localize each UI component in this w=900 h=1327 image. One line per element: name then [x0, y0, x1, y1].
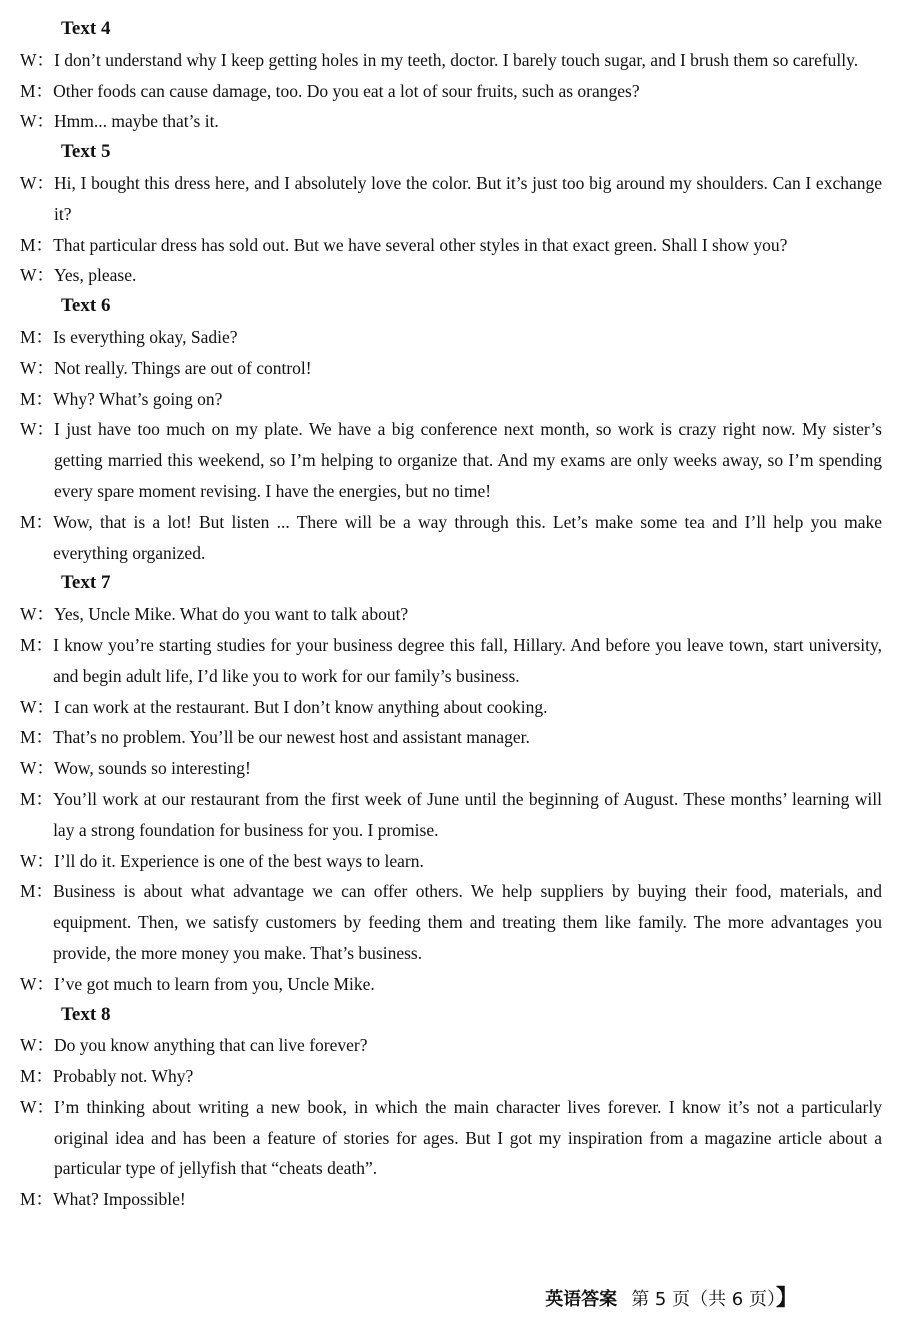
dialogue-line	[20, 76, 882, 107]
utterance-text: That’s no problem. You’ll be our newest host and assistant manager.	[53, 727, 530, 748]
speaker-label: W：	[20, 696, 55, 717]
dialogue-line	[20, 322, 882, 353]
speaker-label: W：	[20, 357, 55, 378]
speaker-label: M：	[20, 1066, 54, 1087]
speaker-label: M：	[20, 388, 54, 409]
speaker-label: M：	[20, 881, 54, 902]
utterance-text: I know you’re starting studies for your business degree this fall, Hillary. And before you leave town, start university, and begin adult life, I’d like you to work for our family’s business.	[53, 634, 882, 686]
utterance-text: I just have too much on my plate. We have a big conference next month, so work is crazy right now. My sister’s getting married this weekend, so I’m helping to organize that. And my exams are only weeks away, so I’m spending every spare moment revising. I have the energies, but no time!	[54, 419, 882, 501]
dialogue-line	[20, 784, 882, 846]
utterance-text: I’ve got much to learn from you, Uncle Mike.	[54, 973, 375, 994]
dialogue-line	[20, 106, 882, 137]
dialogue-line	[20, 414, 882, 506]
dialogue-line	[20, 353, 882, 384]
dialogue-line	[20, 230, 882, 261]
dialogue-line	[20, 1030, 882, 1061]
utterance-text: Is everything okay, Sadie?	[53, 326, 238, 347]
dialogue-line	[20, 722, 882, 753]
utterance-text: That particular dress has sold out. But we have several other styles in that exact green. Shall I show you?	[53, 234, 788, 255]
dialogue-line	[20, 599, 882, 630]
footer-subject: 英语答案	[545, 1289, 618, 1310]
dialogue-line	[20, 1092, 882, 1184]
footer-bracket: 】	[775, 1286, 798, 1311]
speaker-label: M：	[20, 1189, 54, 1210]
speaker-label: W：	[20, 111, 55, 132]
utterance-text: I’m thinking about writing a new book, in which the main character lives forever. I know it’s not a particularly original idea and has been a feature of stories for ages. But I got my inspiration from a magazine article about a particular type of jellyfish that “cheats death”.	[54, 1096, 882, 1179]
footer-page-info: 第 5 页（共 6 页）	[631, 1289, 776, 1310]
dialogue-line	[20, 846, 882, 877]
speaker-label: W：	[20, 604, 55, 625]
utterance-text: I don’t understand why I keep getting holes in my teeth, doctor. I barely touch sugar, and I brush them so carefully.	[54, 49, 859, 70]
section-heading: Text 7	[61, 572, 111, 594]
utterance-text: Why? What’s going on?	[53, 388, 223, 409]
utterance-text: Wow, that is a lot! But listen ... There will be a way through this. Let’s make some tea and I’ll help you make everything organized.	[53, 511, 882, 563]
dialogue-line	[20, 507, 882, 569]
speaker-label: M：	[20, 727, 54, 748]
speaker-label: M：	[20, 326, 54, 347]
utterance-text: Yes, Uncle Mike. What do you want to talk about?	[54, 604, 409, 625]
dialogue-line	[20, 969, 882, 1000]
utterance-text: What? Impossible!	[53, 1189, 186, 1210]
section-heading: Text 5	[61, 141, 111, 163]
speaker-label: W：	[20, 49, 55, 70]
utterance-text: Do you know anything that can live forever?	[54, 1035, 368, 1056]
speaker-label: W：	[20, 1035, 55, 1056]
speaker-label: W：	[20, 265, 55, 286]
speaker-label: W：	[20, 1096, 55, 1117]
section-heading: Text 4	[61, 18, 111, 39]
utterance-text: Yes, please.	[54, 265, 137, 286]
utterance-text: Other foods can cause damage, too. Do you eat a lot of sour fruits, such as oranges?	[53, 80, 640, 101]
speaker-label: M：	[20, 234, 54, 255]
speaker-label: W：	[20, 419, 55, 440]
transcript-body	[20, 14, 882, 1215]
speaker-label: W：	[20, 172, 55, 193]
page-footer	[545, 1286, 798, 1313]
utterance-text: Business is about what advantage we can offer others. We help suppliers by buying their food, materials, and equipment. Then, we satisfy customers by feeding them and treating them like family. The more advantages you provide, the more money you make. That’s business.	[53, 881, 882, 963]
speaker-label: M：	[20, 511, 54, 532]
utterance-text: Not really. Things are out of control!	[54, 357, 312, 378]
speaker-label: M：	[20, 788, 54, 809]
speaker-label: W：	[20, 973, 55, 994]
utterance-text: Hi, I bought this dress here, and I absolutely love the color. But it’s just too big around my shoulders. Can I exchange it?	[54, 172, 882, 224]
dialogue-line	[20, 1061, 882, 1092]
utterance-text: I’ll do it. Experience is one of the best ways to learn.	[54, 850, 424, 871]
dialogue-line	[20, 45, 882, 76]
dialogue-line	[20, 168, 882, 230]
dialogue-line	[20, 1184, 882, 1215]
speaker-label: W：	[20, 850, 55, 871]
dialogue-line	[20, 384, 882, 415]
utterance-text: Probably not. Why?	[53, 1066, 194, 1087]
speaker-label: W：	[20, 758, 55, 779]
dialogue-line	[20, 753, 882, 784]
dialogue-line	[20, 260, 882, 291]
speaker-label: M：	[20, 634, 54, 655]
speaker-label: M：	[20, 80, 54, 101]
dialogue-line	[20, 630, 882, 692]
utterance-text: I can work at the restaurant. But I don’t know anything about cooking.	[54, 696, 548, 717]
dialogue-line	[20, 876, 882, 968]
utterance-text: Hmm... maybe that’s it.	[54, 111, 219, 132]
utterance-text: Wow, sounds so interesting!	[54, 758, 251, 779]
dialogue-line	[20, 692, 882, 723]
utterance-text: You’ll work at our restaurant from the first week of June until the beginning of August. These months’ learning will lay a strong foundation for business for you. I promise.	[53, 788, 882, 840]
section-heading: Text 6	[61, 295, 111, 317]
section-heading: Text 8	[61, 1003, 111, 1025]
